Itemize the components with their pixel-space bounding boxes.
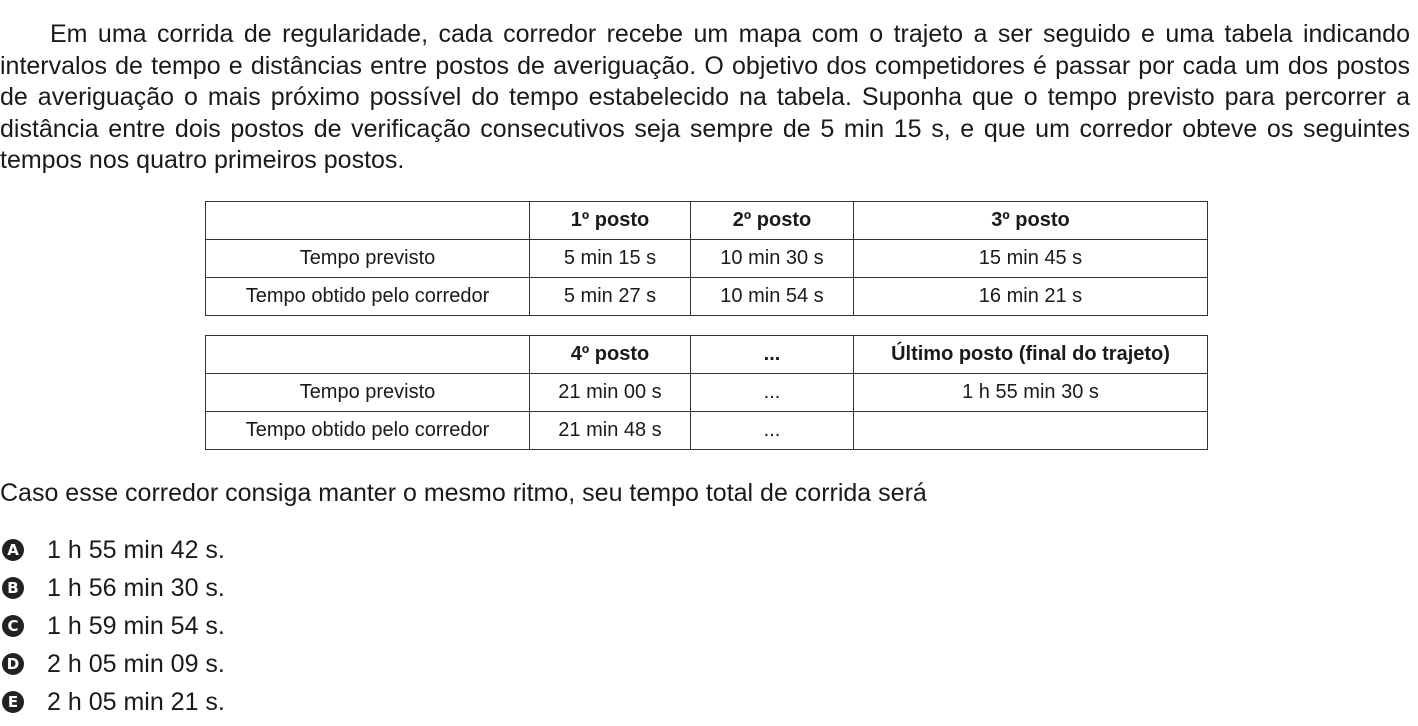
table-cell: ... <box>691 374 854 412</box>
times-table-2 <box>205 335 1208 450</box>
option-c[interactable] <box>0 607 225 645</box>
table-header-cell: Último posto (final do trajeto) <box>854 336 1208 374</box>
option-text: 1 h 59 min 54 s. <box>47 611 225 640</box>
option-letter-badge: D <box>2 653 24 675</box>
option-a[interactable] <box>0 531 225 569</box>
table-row-label: Tempo obtido pelo corredor <box>206 278 530 316</box>
option-b[interactable] <box>0 569 225 607</box>
table-cell-empty <box>854 412 1208 450</box>
option-letter-badge: C <box>2 615 24 637</box>
table-cell: 1 h 55 min 30 s <box>854 374 1208 412</box>
table-header-cell: 4º posto <box>530 336 691 374</box>
option-text: 1 h 55 min 42 s. <box>47 535 225 564</box>
table-cell: ... <box>691 412 854 450</box>
table-header-cell: ... <box>691 336 854 374</box>
table-row-label: Tempo previsto <box>206 374 530 412</box>
table-cell: 10 min 30 s <box>691 240 854 278</box>
table-row-label: Tempo obtido pelo corredor <box>206 412 530 450</box>
table-cell: 10 min 54 s <box>691 278 854 316</box>
table-row <box>206 278 1208 316</box>
table-row-label: Tempo previsto <box>206 240 530 278</box>
table-cell: 5 min 27 s <box>530 278 691 316</box>
question-statement: Em uma corrida de regularidade, cada corredor recebe um mapa com o trajeto a ser seguido e uma tabela indicando intervalos de tempo e distâncias entre postos de averiguação. O objetivo dos competidores é passar por cada um dos postos de averiguação o mais próximo possível do tempo estabelecido na tabela. Suponha que o tempo previsto para percorrer a distância entre dois postos de verificação consecutivos seja sempre de 5 min 15 s, e que um corredor obteve os seguintes tempos nos quatro primeiros postos. <box>0 20 1410 175</box>
table-cell: 5 min 15 s <box>530 240 691 278</box>
table-row <box>206 374 1208 412</box>
table-header-cell <box>206 202 530 240</box>
table-cell: 16 min 21 s <box>854 278 1208 316</box>
table-header-row <box>206 202 1208 240</box>
table-cell: 21 min 00 s <box>530 374 691 412</box>
option-letter-badge: B <box>2 577 24 599</box>
table-header-cell: 1º posto <box>530 202 691 240</box>
option-text: 2 h 05 min 09 s. <box>47 649 225 678</box>
question-prompt: Caso esse corredor consiga manter o mesmo ritmo, seu tempo total de corrida será <box>0 479 927 507</box>
times-table-1 <box>205 201 1208 316</box>
table-header-cell: 2º posto <box>691 202 854 240</box>
option-d[interactable] <box>0 645 225 683</box>
table-cell: 15 min 45 s <box>854 240 1208 278</box>
table-cell: 21 min 48 s <box>530 412 691 450</box>
option-letter-badge: E <box>2 691 24 713</box>
option-text: 1 h 56 min 30 s. <box>47 573 225 602</box>
option-letter-badge: A <box>2 539 24 561</box>
table-row <box>206 240 1208 278</box>
option-e[interactable] <box>0 683 225 721</box>
option-text: 2 h 05 min 21 s. <box>47 687 225 716</box>
table-header-cell <box>206 336 530 374</box>
table-header-cell: 3º posto <box>854 202 1208 240</box>
answer-options <box>0 531 225 721</box>
table-header-row <box>206 336 1208 374</box>
table-row <box>206 412 1208 450</box>
